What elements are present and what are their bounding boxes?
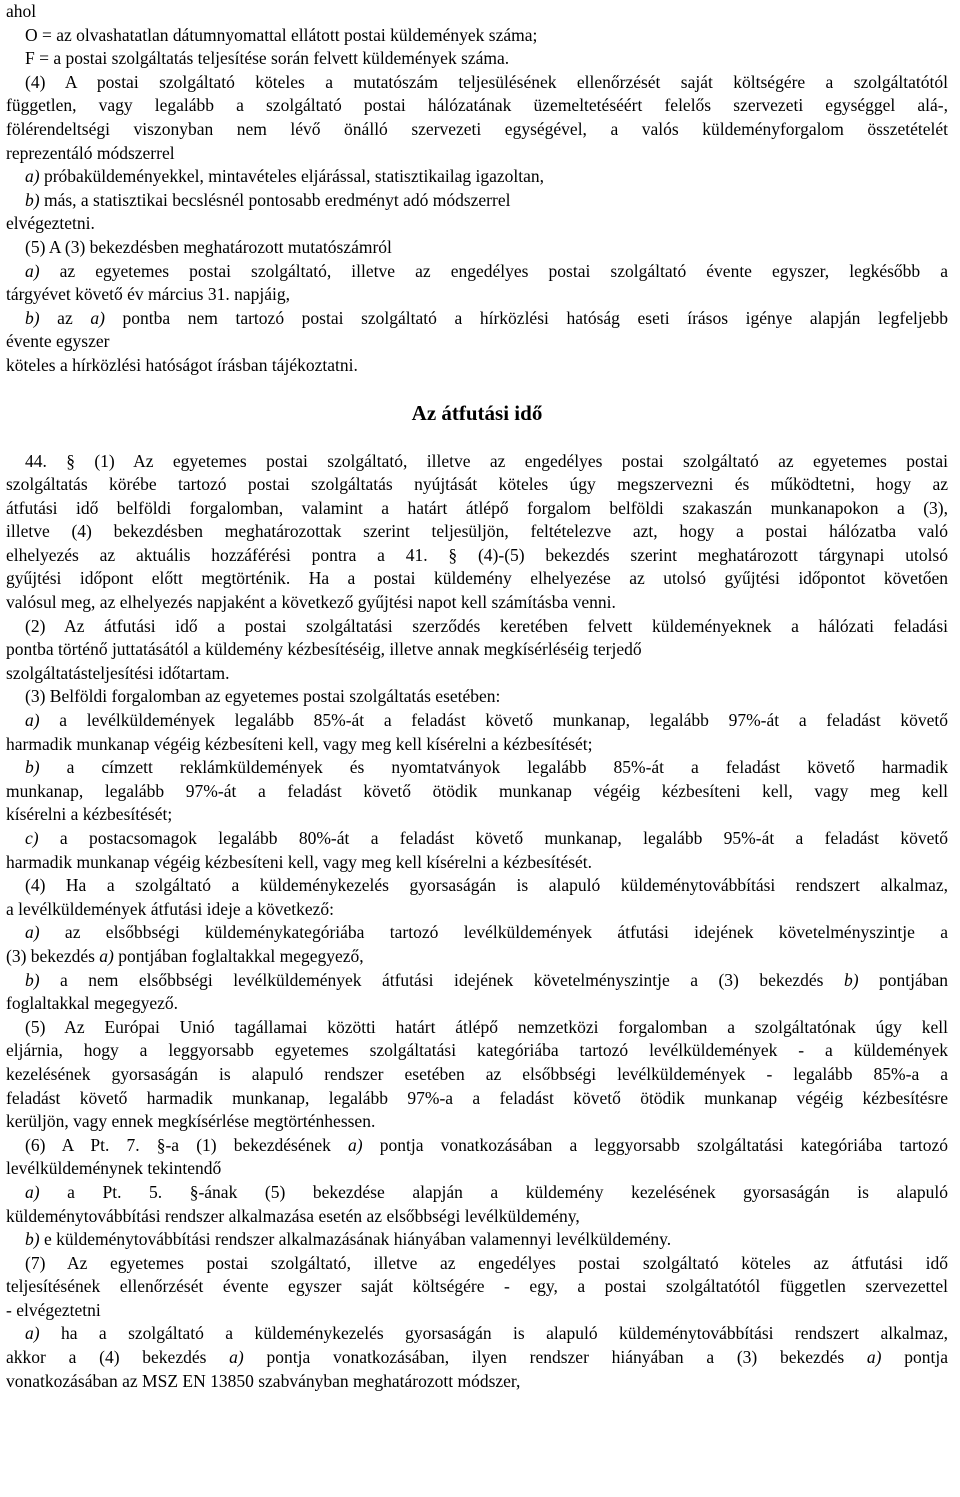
- text-run: reprezentáló módszerrel: [6, 142, 175, 163]
- text-run: levélküldeménynek tekintendő: [6, 1158, 222, 1179]
- text-line: [6, 118, 948, 142]
- text-run: (6) A Pt. 7. §-a (1) bekezdésének: [25, 1134, 349, 1155]
- text-run: kezelésének gyorsaságán is alapuló rendszer esetében az elsőbbségi levélküldemények - legalább 85%-a a: [6, 1063, 948, 1084]
- item-marker: a): [25, 1181, 40, 1202]
- text-line: [6, 1157, 948, 1181]
- text-line: [6, 591, 948, 615]
- text-line: [6, 1134, 948, 1158]
- item-marker: a): [25, 922, 40, 943]
- item-marker: a): [99, 945, 114, 966]
- paragraph-block-top: [6, 0, 948, 378]
- text-run: a postacsomagok legalább 80%-át a feladást követő munkanap, legalább 95%-át a feladást követő: [38, 828, 948, 848]
- text-line: [6, 709, 948, 733]
- text-run: (5) A (3) bekezdésben meghatározott mutatószámról: [25, 236, 392, 257]
- item-marker: b): [25, 757, 40, 778]
- text-line: [6, 1275, 948, 1299]
- text-line: [6, 473, 948, 497]
- text-line: [6, 615, 948, 639]
- text-run: az elsőbbségi küldeménykategóriába tartozó levélküldemények átfutási idejének követelményszintje a: [39, 922, 948, 943]
- item-marker: a): [866, 1347, 882, 1368]
- text-run: (3) Belföldi forgalomban az egyetemes postai szolgáltatás esetében:: [25, 686, 501, 707]
- text-run: (5) Az Európai Unió tagállamai közötti határt átlépő nemzetközi forgalomban a szolgáltatónak úgy kell: [25, 1016, 948, 1037]
- text-run: szolgáltatás körébe tartozó postai szolgáltatás nyújtását köteles úgy megszervezni és működtetni, hogy az: [6, 474, 948, 495]
- text-run: (3) bekezdés: [6, 945, 100, 966]
- text-run: (7) Az egyetemes postai szolgáltató, illetve az engedélyes postai szolgáltató köteles az átfutási idő: [25, 1252, 948, 1273]
- section-heading: Az átfutási idő: [411, 401, 543, 425]
- text-run: próbaküldeményekkel, mintavételes eljárással, statisztikailag igazoltan,: [39, 166, 544, 187]
- text-run: pontjában foglaltakkal megegyező,: [113, 945, 364, 966]
- text-run: más, a statisztikai becslésnél pontosabb eredményt adó módszerrel: [39, 189, 511, 210]
- text-run: pontba nem tartozó postai szolgáltató a hírközlési hatóság eseti írásos igénye alapján legfeljebb: [104, 307, 948, 328]
- text-run: kerüljön, vagy ennek megkísérlése megtörténhessen.: [6, 1111, 376, 1132]
- text-run: foglaltakkal megegyező.: [6, 993, 179, 1014]
- item-marker: c): [25, 828, 39, 848]
- text-line: [6, 945, 948, 969]
- text-run: pontja vonatkozásában a leggyorsabb szolgáltatási kategóriába tartozó: [362, 1134, 948, 1155]
- item-marker: a): [348, 1134, 363, 1155]
- text-run: fölérendeltségi viszonyban nem lévő önálló szervezeti egységével, a valós küldeményforgalom összetételét: [6, 118, 948, 139]
- text-run: a címzett reklámküldemények és nyomtatványok legalább 85%-át a feladást követő harmadik: [39, 757, 948, 778]
- text-run: pontjában: [858, 969, 948, 990]
- text-line: [6, 1039, 948, 1063]
- text-run: évente egyszer: [6, 331, 110, 352]
- text-run: (2) Az átfutási idő a postai szolgáltatási szerződés keretében felvett küldeményeknek a hálózati feladási: [25, 615, 948, 636]
- text-run: harmadik munkanap végéig kézbesíteni kell, vagy meg kell kísérelni a kézbesítését.: [6, 851, 593, 872]
- text-run: független, vagy legalább a szolgáltató postai hálózatának üzemeltetéséért felelős szervezeti egységgel alá-,: [6, 95, 948, 116]
- text-run: gyűjtési időpont előtt megtörténik. Ha a postai küldemény elhelyezése az utolsó gyűjtési időpontot követően: [6, 568, 948, 589]
- text-line: [6, 1228, 948, 1252]
- text-line: [6, 47, 948, 71]
- text-run: az: [39, 307, 91, 328]
- text-run: vonatkozásában az MSZ EN 13850 szabványban meghatározott módszer,: [6, 1370, 521, 1391]
- text-line: [6, 283, 948, 307]
- text-run: küldeménytovábbítási rendszer alkalmazása esetén az elsőbbségi levélküldemény,: [6, 1205, 580, 1226]
- text-line: [6, 662, 948, 686]
- item-marker: a): [25, 710, 40, 731]
- text-run: akkor a (4) bekezdés: [6, 1347, 230, 1368]
- text-line: [6, 685, 948, 709]
- text-run: ahol: [6, 1, 37, 21]
- text-line: [6, 1205, 948, 1229]
- text-run: illetve (4) bekezdésben meghatározottak szerint teljesüljön, feltételezve azt, hogy a postai hálózatba való: [6, 521, 948, 542]
- text-line: [6, 520, 948, 544]
- text-run: köteles a hírközlési hatóságot írásban tájékoztatni.: [6, 354, 358, 375]
- text-run: a levélküldemények legalább 85%-át a feladást követő munkanap, legalább 97%-át a feladást követő: [39, 710, 948, 731]
- text-line: [6, 71, 948, 95]
- text-run: elvégeztetni.: [6, 213, 95, 234]
- text-line: [6, 1063, 948, 1087]
- text-line: [6, 1016, 948, 1040]
- text-line: [6, 1370, 948, 1394]
- text-line: [6, 803, 948, 827]
- text-run: az egyetemes postai szolgáltató, illetve az engedélyes postai szolgáltató évente egyszer, legkésőbb a: [39, 260, 948, 281]
- text-line: [6, 1110, 948, 1134]
- text-run: 44. § (1) Az egyetemes postai szolgáltató, illetve az engedélyes postai szolgáltató az egyetemes postai: [25, 450, 948, 471]
- item-marker: b): [25, 189, 40, 210]
- text-line: [6, 1181, 948, 1205]
- text-run: teljesítésének ellenőrzését évente egyszer saját költségére - egy, a postai szolgáltatótól független szervezettel: [6, 1276, 948, 1297]
- text-line: [6, 307, 948, 331]
- text-run: tárgyévet követő év március 31. napjáig,: [6, 284, 290, 305]
- text-line: [6, 780, 948, 804]
- item-marker: b): [25, 307, 40, 328]
- text-run: pontba történő juttatásától a küldemény kézbesítéséig, illetve annak megkísérléséig terjedő: [6, 639, 642, 660]
- text-line: [6, 733, 948, 757]
- text-line: [6, 260, 948, 284]
- text-run: (4) A postai szolgáltató köteles a mutatószám teljesülésének ellenőrzését saját költségére a szolgáltatótól: [25, 71, 948, 92]
- text-run: harmadik munkanap végéig kézbesíteni kell, vagy meg kell kísérelni a kézbesítését;: [6, 733, 593, 754]
- text-run: O = az olvashatatlan dátumnyomattal ellátott postai küldemények száma;: [25, 24, 538, 45]
- item-marker: a): [25, 260, 40, 281]
- paragraph-block-bottom: [6, 450, 948, 1394]
- text-run: ha a szolgáltató a küldeménykezelés gyorsaságán is alapuló küldeménytovábbítási rendszert alkalmaz,: [39, 1323, 948, 1344]
- text-line: [6, 898, 948, 922]
- text-line: [6, 827, 948, 851]
- text-run: a Pt. 5. §-ának (5) bekezdése alapján a küldemény kezelésének gyorsaságán is alapuló: [39, 1181, 948, 1202]
- text-line: [6, 1252, 948, 1276]
- item-marker: a): [25, 166, 40, 187]
- text-run: szolgáltatásteljesítési időtartam.: [6, 662, 230, 683]
- text-line: [6, 94, 948, 118]
- item-marker: a): [25, 1323, 40, 1344]
- text-run: elhelyezés az aktuális hozzáférési pontra a 41. § (4)-(5) bekezdés szerint meghatározott tárgynapi utolsó: [6, 544, 948, 565]
- item-marker: a): [90, 307, 105, 328]
- item-marker: b): [843, 969, 859, 990]
- text-line: [6, 969, 948, 993]
- text-run: e küldeménytovábbítási rendszer alkalmazásának hiányában valamennyi levélküldemény.: [39, 1229, 672, 1250]
- text-run: átfutási idő belföldi forgalomban, valamint a határt átlépő forgalom belföldi szakaszán munkanapokon a (3),: [6, 497, 948, 518]
- text-line: [6, 638, 948, 662]
- text-line: [6, 354, 948, 378]
- text-line: [6, 0, 948, 24]
- text-run: kísérelni a kézbesítését;: [6, 804, 173, 825]
- text-line: [6, 921, 948, 945]
- text-line: [6, 212, 948, 236]
- text-line: [6, 1346, 948, 1370]
- text-line: [6, 992, 948, 1016]
- text-run: pontja: [881, 1347, 948, 1368]
- text-line: [6, 544, 948, 568]
- text-run: F = a postai szolgáltatás teljesítése során felvett küldemények száma.: [25, 48, 510, 69]
- text-line: [6, 1299, 948, 1323]
- text-line: [6, 165, 948, 189]
- item-marker: b): [25, 969, 40, 990]
- text-line: [6, 24, 948, 48]
- text-run: eljárnia, hogy a leggyorsabb egyetemes szolgáltatási kategóriába tartozó levélküldemények - a küldemények: [6, 1040, 948, 1061]
- text-run: pontja vonatkozásában, ilyen rendszer hiányában a (3) bekezdés: [243, 1347, 867, 1368]
- text-line: [6, 497, 948, 521]
- text-line: [6, 189, 948, 213]
- text-line: [6, 756, 948, 780]
- item-marker: b): [25, 1229, 40, 1250]
- text-line: [6, 851, 948, 875]
- text-run: - elvégeztetni: [6, 1299, 101, 1320]
- text-line: [6, 1322, 948, 1346]
- text-run: (4) Ha a szolgáltató a küldeménykezelés gyorsaságán is alapuló küldeménytovábbítási rendszert alkalmaz,: [25, 875, 948, 896]
- item-marker: a): [229, 1347, 244, 1368]
- text-line: [6, 450, 948, 474]
- text-run: a levélküldemények átfutási ideje a következő:: [6, 898, 334, 919]
- text-line: [6, 1087, 948, 1111]
- text-line: [6, 142, 948, 166]
- text-line: [6, 567, 948, 591]
- text-run: munkanap, legalább 97%-át a feladást követő ötödik munkanap végéig kézbesíteni kell, vagy meg kell: [6, 780, 948, 801]
- text-line: [6, 330, 948, 354]
- text-run: feladást követő harmadik munkanap, legalább 97%-a a feladást követő ötödik munkanap végéig kézbesítésre: [6, 1087, 948, 1108]
- text-line: [6, 874, 948, 898]
- text-run: a nem elsőbbségi levélküldemények átfutási idejének követelményszintje a (3) bekezdés: [39, 969, 844, 990]
- text-run: valósul meg, az elhelyezés napjaként a következő gyűjtési napot kell számításba venni.: [6, 592, 616, 613]
- text-line: [6, 236, 948, 260]
